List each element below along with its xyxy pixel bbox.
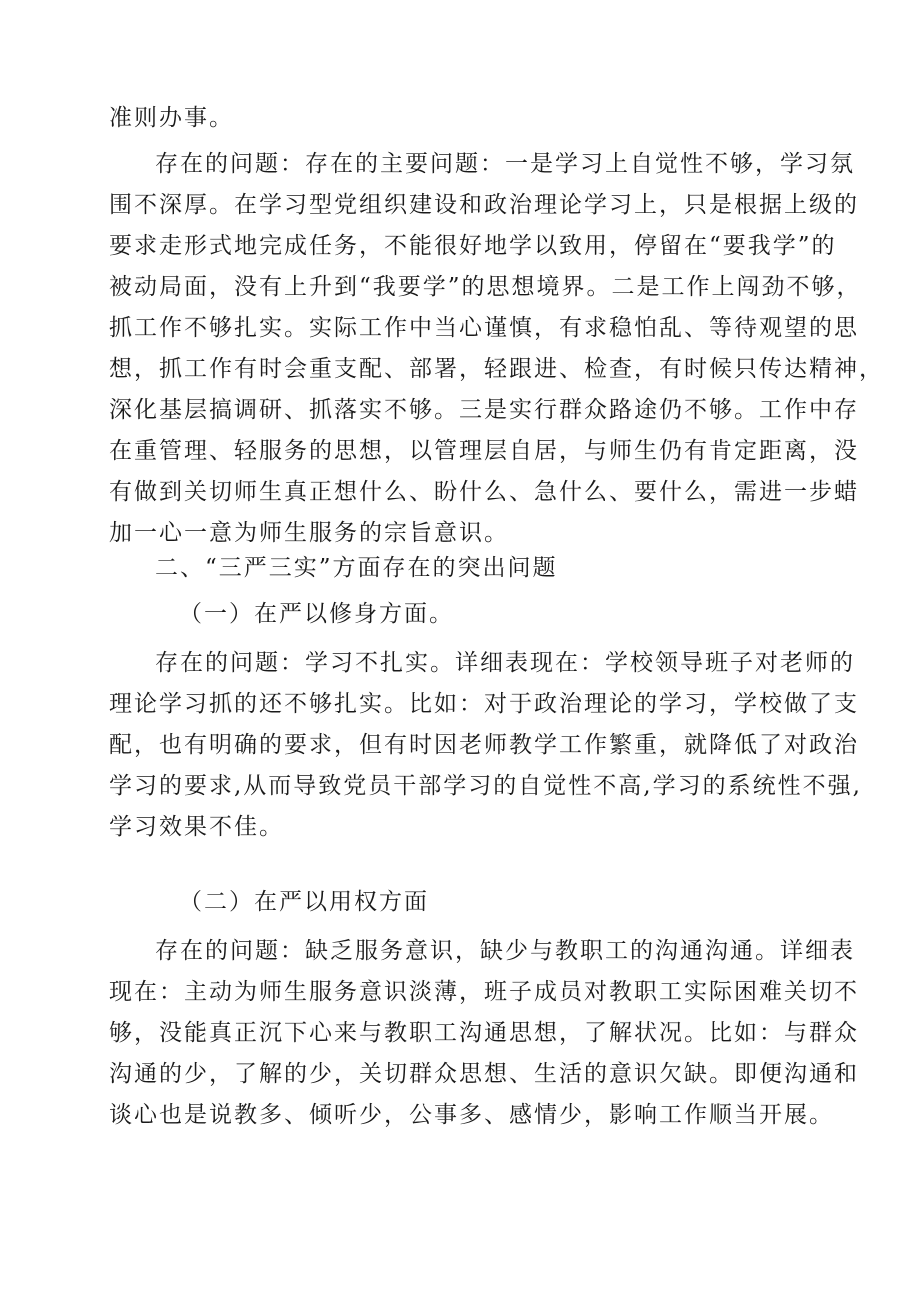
text-line: 谈心也是说教多、倾听少，公事多、感情少，影响工作顺当开展。 bbox=[109, 1102, 834, 1128]
text-line: 加一心一意为师生服务的宗旨意识。 bbox=[109, 520, 509, 546]
paragraph-continuation bbox=[109, 103, 819, 134]
text-line: 存在的问题：缺乏服务意识，缺少与教职工的沟通沟通。详细表 bbox=[155, 938, 855, 964]
section-heading bbox=[109, 553, 819, 584]
text-line: 被动局面，没有上升到“我要学”的思想境界。二是工作上闯劲不够， bbox=[109, 274, 862, 300]
subsection-heading bbox=[109, 887, 819, 918]
text-line: 学习效果不佳。 bbox=[109, 814, 284, 840]
text-line: 想，抓工作有时会重支配、部署，轻跟进、检查，有时候只传达精神， bbox=[109, 356, 884, 382]
text-line: 围不深厚。在学习型党组织建设和政治理论学习上，只是根据上级的 bbox=[109, 192, 859, 218]
text-line: 学习的要求,从而导致党员干部学习的自觉性不高,学习的系统性不强, bbox=[109, 773, 862, 799]
subsection-title: （一）在严以修身方面。 bbox=[179, 601, 454, 627]
text-line: 准则办事。 bbox=[109, 105, 234, 131]
text-line: 理论学习抓的还不够扎实。比如：对于政治理论的学习，学校做了支 bbox=[109, 691, 859, 717]
text-line: 配，也有明确的要求，但有时因老师教学工作繁重，就降低了对政治 bbox=[109, 732, 859, 758]
subsection-heading bbox=[109, 599, 819, 630]
text-line: 有做到关切师生真正想什么、盼什么、急什么、要什么，需进一步蜡 bbox=[109, 479, 859, 505]
text-line: 够，没能真正沉下心来与教职工沟通思想，了解状况。比如：与群众 bbox=[109, 1020, 859, 1046]
paragraph-existing-problems bbox=[109, 149, 884, 549]
paragraph-study-problems bbox=[109, 648, 862, 843]
section-title: 二、“三严三实”方面存在的突出问题 bbox=[155, 555, 558, 581]
text-line: 在重管理、轻服务的思想，以管理层自居，与师生仍有肯定距离，没 bbox=[109, 438, 859, 464]
paragraph-service-problems bbox=[109, 936, 859, 1131]
text-line: 要求走形式地完成任务，不能很好地学以致用，停留在“要我学”的 bbox=[109, 233, 837, 259]
text-line: 存在的问题：学习不扎实。详细表现在：学校领导班子对老师的 bbox=[155, 650, 855, 676]
text-line: 存在的问题：存在的主要问题：一是学习上自觉性不够，学习氛 bbox=[155, 151, 855, 177]
text-line: 抓工作不够扎实。实际工作中当心谨慎，有求稳怕乱、等待观望的思 bbox=[109, 315, 859, 341]
subsection-title: （二）在严以用权方面 bbox=[179, 889, 429, 915]
text-line: 深化基层搞调研、抓落实不够。三是实行群众路途仍不够。工作中存 bbox=[109, 397, 859, 423]
text-line: 现在：主动为师生服务意识淡薄，班子成员对教职工实际困难关切不 bbox=[109, 979, 859, 1005]
text-line: 沟通的少，了解的少，关切群众思想、生活的意识欠缺。即便沟通和 bbox=[109, 1061, 859, 1087]
